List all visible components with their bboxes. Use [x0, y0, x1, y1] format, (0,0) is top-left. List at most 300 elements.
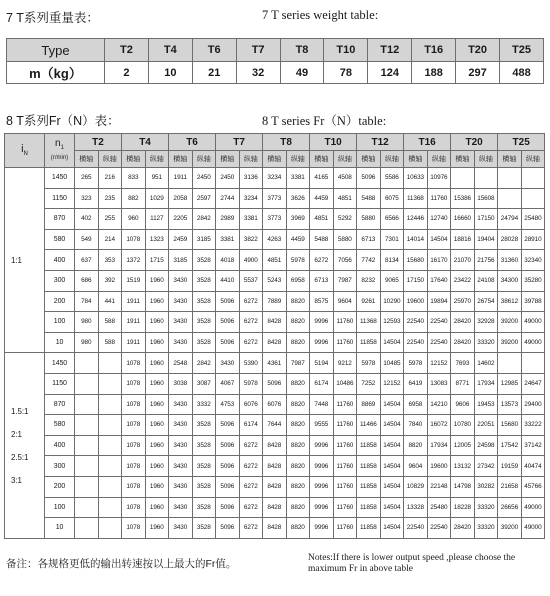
fr-value: 3528 [192, 250, 216, 271]
fr-value: 22540 [404, 332, 428, 353]
fr-value: 235 [98, 188, 122, 209]
speed-value: 300 [45, 270, 75, 291]
fr-value: 11368 [404, 188, 428, 209]
speed-value: 870 [45, 209, 75, 230]
fr-table-row [5, 497, 545, 518]
fr-value: 49000 [521, 518, 545, 539]
fr-table-model-row [5, 134, 545, 151]
fr-value: 9212 [333, 353, 357, 374]
fr-axis-horizontal: 横轴 [357, 151, 381, 168]
fr-value: 1078 [122, 518, 146, 539]
fr-value: 8820 [286, 518, 310, 539]
fr-value: 5096 [216, 497, 240, 518]
weight-table [6, 38, 544, 84]
fr-value: 9996 [310, 332, 334, 353]
fr-value: 2459 [169, 229, 193, 250]
fr-model-t2: T2 [75, 134, 122, 151]
fr-value: 2842 [192, 209, 216, 230]
fr-value: 7889 [263, 291, 287, 312]
fr-value: 9996 [310, 476, 334, 497]
fr-value: 6958 [404, 394, 428, 415]
fr-value: 1960 [145, 312, 169, 333]
fr-value: 5880 [357, 209, 381, 230]
fr-value: 3528 [192, 497, 216, 518]
fr-value: 3185 [192, 229, 216, 250]
fr-value: 1078 [122, 394, 146, 415]
fr-value: 23422 [451, 270, 475, 291]
fr-value: 1911 [122, 291, 146, 312]
fr-value [98, 415, 122, 436]
fr-value [98, 476, 122, 497]
fr-value: 13083 [427, 373, 451, 394]
fr-value: 22051 [474, 415, 498, 436]
fr-axis-vertical: 纵轴 [98, 151, 122, 168]
fr-value: 49000 [521, 332, 545, 353]
fr-value: 686 [75, 270, 99, 291]
fr-value: 17934 [427, 435, 451, 456]
weight-model-t8: T8 [280, 39, 324, 62]
fr-value: 19159 [498, 456, 522, 477]
fr-value: 9261 [357, 291, 381, 312]
fr-table-row [5, 435, 545, 456]
fr-value: 11858 [357, 456, 381, 477]
fr-value [75, 373, 99, 394]
fr-value: 353 [98, 250, 122, 271]
fr-table-row [5, 168, 545, 189]
fr-value: 1911 [122, 332, 146, 353]
fr-value: 24108 [474, 270, 498, 291]
fr-value: 28420 [451, 518, 475, 539]
fr-value: 3430 [169, 312, 193, 333]
fr-value: 1029 [145, 188, 169, 209]
weight-model-t25: T25 [500, 39, 544, 62]
fr-value: 323 [75, 188, 99, 209]
fr-value: 5292 [333, 209, 357, 230]
fr-value: 3528 [192, 415, 216, 436]
speed-value: 100 [45, 312, 75, 333]
fr-table-row [5, 332, 545, 353]
fr-value: 11368 [357, 312, 381, 333]
fr-value: 1911 [169, 168, 193, 189]
fr-value: 6713 [310, 270, 334, 291]
fr-value: 10485 [380, 353, 404, 374]
fr-value: 40474 [521, 456, 545, 477]
fr-value: 5096 [216, 291, 240, 312]
fr-value [75, 435, 99, 456]
fr-value: 3430 [169, 456, 193, 477]
fr-value: 3528 [192, 456, 216, 477]
fr-value: 4851 [263, 250, 287, 271]
fr-value: 9996 [310, 312, 334, 333]
fr-value: 5978 [357, 353, 381, 374]
fr-value: 1960 [145, 497, 169, 518]
fr-value: 3234 [239, 188, 263, 209]
fr-value: 18228 [451, 497, 475, 518]
fr-value: 6174 [310, 373, 334, 394]
fr-value: 7448 [310, 394, 334, 415]
fr-value: 1960 [145, 415, 169, 436]
fr-value: 216 [98, 168, 122, 189]
fr-value: 10633 [404, 168, 428, 189]
fr-value: 21658 [498, 476, 522, 497]
fr-value: 3430 [169, 497, 193, 518]
fr-value: 1960 [145, 353, 169, 374]
fr-value: 8232 [357, 270, 381, 291]
fr-value: 6272 [239, 518, 263, 539]
speed-value: 100 [45, 497, 75, 518]
fr-value: 28028 [498, 229, 522, 250]
fr-value: 16660 [451, 209, 475, 230]
fr-table-row [5, 373, 545, 394]
fr-value: 8428 [263, 312, 287, 333]
fr-value: 19600 [404, 291, 428, 312]
weight-model-t12: T12 [368, 39, 412, 62]
fr-value [498, 353, 522, 374]
fr-axis-vertical: 纵轴 [333, 151, 357, 168]
fr-value: 14504 [427, 229, 451, 250]
fr-value: 7840 [404, 415, 428, 436]
fr-value: 1078 [122, 476, 146, 497]
fr-value: 3234 [263, 168, 287, 189]
fr-value: 39200 [498, 312, 522, 333]
weight-table-row [7, 62, 544, 84]
ratio-group-2 [5, 353, 45, 538]
fr-value: 15680 [404, 250, 428, 271]
fr-value: 3969 [286, 209, 310, 230]
fr-value: 14504 [380, 456, 404, 477]
fr-value [451, 168, 475, 189]
fr-value: 11760 [333, 497, 357, 518]
fr-value: 3087 [192, 373, 216, 394]
fr-value: 4900 [239, 250, 263, 271]
fr-value: 11760 [333, 312, 357, 333]
fr-model-t12: T12 [357, 134, 404, 151]
fr-value: 2450 [192, 168, 216, 189]
fr-value: 32340 [521, 250, 545, 271]
fr-value: 14504 [380, 476, 404, 497]
fr-table-axis-row [5, 151, 545, 168]
fr-value: 22540 [404, 312, 428, 333]
fr-value: 3430 [169, 435, 193, 456]
fr-value [98, 394, 122, 415]
fr-value: 8820 [286, 332, 310, 353]
fr-axis-horizontal: 横轴 [498, 151, 522, 168]
fr-value: 7644 [263, 415, 287, 436]
fr-value [98, 456, 122, 477]
fr-value: 10486 [333, 373, 357, 394]
fr-value: 12446 [404, 209, 428, 230]
fr-value: 22540 [427, 332, 451, 353]
fr-value: 7742 [357, 250, 381, 271]
fr-value: 39200 [498, 332, 522, 353]
fr-table-row [5, 209, 545, 230]
fr-value: 1372 [122, 250, 146, 271]
speed-value: 580 [45, 415, 75, 436]
fr-value: 7252 [357, 373, 381, 394]
fr-model-t10: T10 [310, 134, 357, 151]
speed-header: $n_1$ (r/min) [45, 134, 75, 168]
fr-value: 12593 [380, 312, 404, 333]
fr-value: 5096 [263, 373, 287, 394]
fr-value: 19404 [474, 229, 498, 250]
fr-value: 4018 [216, 250, 240, 271]
fr-value [521, 168, 545, 189]
fr-value: 2597 [192, 188, 216, 209]
fr-table-row [5, 394, 545, 415]
fr-value: 1127 [145, 209, 169, 230]
fr-value: 4459 [286, 229, 310, 250]
fr-value: 5096 [216, 518, 240, 539]
fr-value: 3528 [192, 270, 216, 291]
fr-value: 5586 [380, 168, 404, 189]
ratio-label: 3:1 [11, 475, 22, 485]
fr-value: 14210 [427, 394, 451, 415]
fr-value: 549 [75, 229, 99, 250]
fr-value: 11858 [357, 518, 381, 539]
fr-value: 588 [98, 312, 122, 333]
fr-value: 8428 [263, 435, 287, 456]
fr-value: 5390 [239, 353, 263, 374]
fr-value [498, 168, 522, 189]
fr-value: 784 [75, 291, 99, 312]
weight-table-header-row [7, 39, 544, 62]
fr-value: 14504 [380, 394, 404, 415]
weight-model-t7: T7 [236, 39, 280, 62]
fr-value: 22540 [427, 518, 451, 539]
fr-value: 8820 [286, 415, 310, 436]
fr-value: 2548 [169, 353, 193, 374]
speed-value: 400 [45, 250, 75, 271]
fr-axis-horizontal: 横轴 [122, 151, 146, 168]
fr-value: 39200 [498, 518, 522, 539]
fr-value [98, 373, 122, 394]
weight-model-t16: T16 [412, 39, 456, 62]
fr-axis-horizontal: 横轴 [216, 151, 240, 168]
fr-value: 5978 [286, 250, 310, 271]
fr-value: 6272 [239, 291, 263, 312]
fr-model-t25: T25 [498, 134, 545, 151]
speed-value: 200 [45, 291, 75, 312]
speed-value: 10 [45, 332, 75, 353]
fr-value: 19453 [474, 394, 498, 415]
fr-value: 8428 [263, 518, 287, 539]
fr-value: 9996 [310, 518, 334, 539]
fr-value: 441 [98, 291, 122, 312]
fr-value: 3528 [192, 518, 216, 539]
section7-title-cn: 7 T系列重量表： [6, 11, 99, 25]
fr-value: 4067 [216, 373, 240, 394]
speed-value: 870 [45, 394, 75, 415]
fr-value [521, 353, 545, 374]
fr-value: 4410 [216, 270, 240, 291]
fr-value: 8820 [286, 476, 310, 497]
fr-value: 12152 [380, 373, 404, 394]
fr-value: 402 [75, 209, 99, 230]
fr-table-row [5, 229, 545, 250]
fr-value: 6272 [239, 456, 263, 477]
fr-value: 5096 [216, 435, 240, 456]
fr-value: 8820 [286, 394, 310, 415]
fr-value [98, 497, 122, 518]
fr-value: 6272 [239, 476, 263, 497]
fr-value: 3528 [192, 476, 216, 497]
fr-value: 29400 [521, 394, 545, 415]
fr-value: 1960 [145, 456, 169, 477]
fr-value: 6174 [239, 415, 263, 436]
fr-value: 3038 [169, 373, 193, 394]
fr-value: 45766 [521, 476, 545, 497]
fr-value: 5880 [333, 229, 357, 250]
fr-value: 2989 [216, 209, 240, 230]
fr-value: 3381 [216, 229, 240, 250]
speed-value: 10 [45, 518, 75, 539]
fr-value: 6076 [239, 394, 263, 415]
fr-value: 11760 [333, 476, 357, 497]
fr-value: 5096 [216, 456, 240, 477]
fr-value: 11760 [427, 188, 451, 209]
weight-value-t8: 49 [280, 62, 324, 84]
fr-value: 5243 [263, 270, 287, 291]
fr-value: 3381 [239, 209, 263, 230]
fr-table-row [5, 518, 545, 539]
fr-value: 2842 [192, 353, 216, 374]
fr-value: 6272 [239, 497, 263, 518]
fr-value: 5194 [310, 353, 334, 374]
fr-value: 4361 [263, 353, 287, 374]
fr-value: 8134 [380, 250, 404, 271]
fr-value: 24794 [498, 209, 522, 230]
fr-value: 6713 [357, 229, 381, 250]
fr-axis-horizontal: 横轴 [310, 151, 334, 168]
fr-value: 8428 [263, 476, 287, 497]
fr-value: 13132 [451, 456, 475, 477]
fr-model-t6: T6 [169, 134, 216, 151]
fr-value: 6958 [286, 270, 310, 291]
fr-value: 4508 [333, 168, 357, 189]
fr-value: 21756 [474, 250, 498, 271]
fr-value: 4263 [263, 229, 287, 250]
fr-table-row [5, 270, 545, 291]
weight-value-t20: 297 [456, 62, 500, 84]
fr-value: 15386 [451, 188, 475, 209]
fr-value: 3528 [192, 435, 216, 456]
weight-model-t20: T20 [456, 39, 500, 62]
fr-value: 3430 [169, 518, 193, 539]
fr-value: 8820 [286, 312, 310, 333]
fr-value: 9604 [404, 456, 428, 477]
fr-value: 8771 [451, 373, 475, 394]
fr-value: 8820 [404, 435, 428, 456]
speed-value: 400 [45, 435, 75, 456]
fr-value: 4851 [310, 209, 334, 230]
fr-value: 12005 [451, 435, 475, 456]
fr-value [75, 353, 99, 374]
fr-value: 8428 [263, 497, 287, 518]
fr-value: 6075 [380, 188, 404, 209]
fr-value: 1960 [145, 476, 169, 497]
fr-value: 33320 [474, 518, 498, 539]
fr-value: 8820 [286, 497, 310, 518]
fr-value: 25480 [427, 497, 451, 518]
fr-value: 8820 [286, 435, 310, 456]
fr-value: 7056 [333, 250, 357, 271]
fr-value: 8820 [286, 291, 310, 312]
weight-model-t4: T4 [148, 39, 192, 62]
fr-value: 3773 [263, 209, 287, 230]
fr-table-row [5, 353, 545, 374]
fr-table-row [5, 188, 545, 209]
fr-value: 3136 [239, 168, 263, 189]
fr-model-t20: T20 [451, 134, 498, 151]
fr-value: 6566 [380, 209, 404, 230]
fr-value: 1911 [122, 312, 146, 333]
weight-label: m（kg） [7, 62, 105, 84]
fr-value: 1078 [122, 373, 146, 394]
fr-table-row [5, 250, 545, 271]
fr-value: 15680 [498, 415, 522, 436]
fr-value: 3822 [239, 229, 263, 250]
fr-value: 33320 [474, 497, 498, 518]
fr-value: 7693 [451, 353, 475, 374]
fr-axis-horizontal: 横轴 [75, 151, 99, 168]
fr-value: 4459 [310, 188, 334, 209]
fr-value: 5537 [239, 270, 263, 291]
fr-value: 9606 [451, 394, 475, 415]
fr-table-row [5, 456, 545, 477]
weight-value-t16: 188 [412, 62, 456, 84]
fr-value: 26754 [474, 291, 498, 312]
fr-value: 32928 [474, 312, 498, 333]
fr-value: 6272 [310, 250, 334, 271]
fr-value: 11858 [357, 332, 381, 353]
fr-value: 3430 [169, 291, 193, 312]
weight-value-t6: 21 [192, 62, 236, 84]
fr-value: 4851 [333, 188, 357, 209]
fr-axis-vertical: 纵轴 [145, 151, 169, 168]
fr-model-t7: T7 [216, 134, 263, 151]
fr-value: 5488 [357, 188, 381, 209]
fr-value: 9996 [310, 497, 334, 518]
fr-value: 11466 [357, 415, 381, 436]
fr-value: 11760 [333, 332, 357, 353]
fr-value: 255 [98, 209, 122, 230]
fr-value: 37142 [521, 435, 545, 456]
fr-axis-horizontal: 横轴 [451, 151, 475, 168]
fr-axis-vertical: 纵轴 [427, 151, 451, 168]
fr-value: 833 [122, 168, 146, 189]
fr-value: 11760 [333, 394, 357, 415]
fr-value: 11858 [357, 476, 381, 497]
fr-table-row [5, 291, 545, 312]
weight-model-t10: T10 [324, 39, 368, 62]
fr-axis-horizontal: 横轴 [404, 151, 428, 168]
fr-value: 1960 [145, 518, 169, 539]
fr-value: 13573 [498, 394, 522, 415]
fr-value: 1078 [122, 456, 146, 477]
fr-value: 3528 [192, 291, 216, 312]
fr-value: 49000 [521, 497, 545, 518]
fr-value: 13328 [404, 497, 428, 518]
fr-value: 22540 [427, 312, 451, 333]
speed-value: 1150 [45, 373, 75, 394]
fr-value: 7987 [286, 353, 310, 374]
fr-value: 1078 [122, 415, 146, 436]
fr-value [98, 435, 122, 456]
ratio-label: 2.5:1 [11, 452, 29, 462]
fr-value: 1715 [145, 250, 169, 271]
fr-axis-vertical: 纵轴 [239, 151, 263, 168]
fr-value: 5978 [404, 353, 428, 374]
